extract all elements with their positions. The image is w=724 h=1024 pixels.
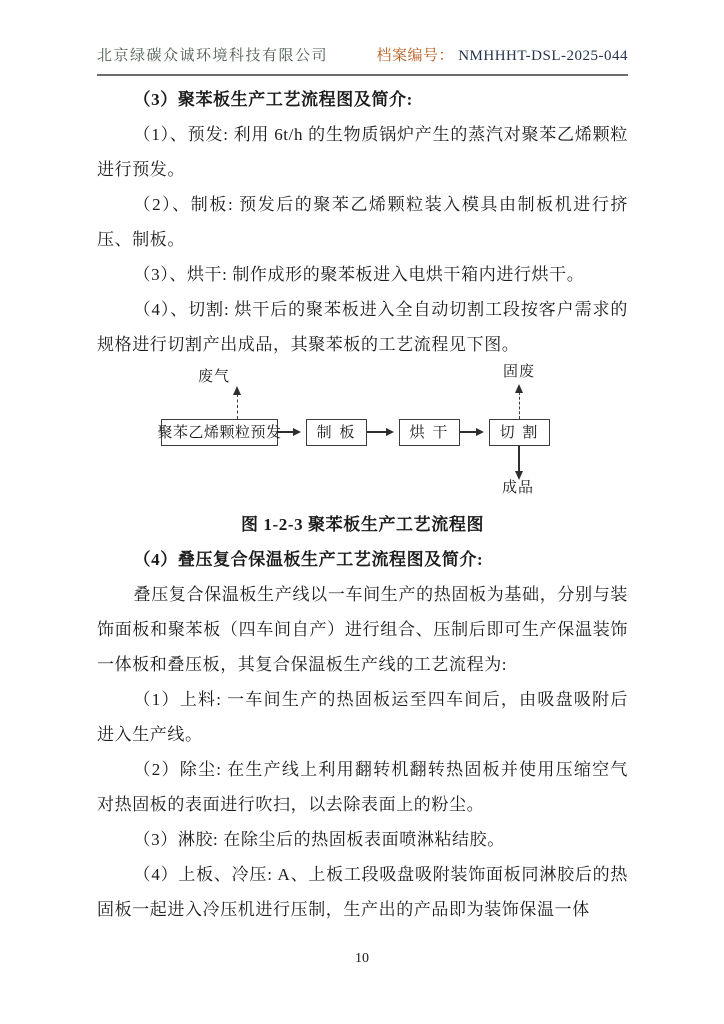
para-cutting: （4）、切割: 烘干后的聚苯板进入全自动切割工段按客户需求的规格进行切割产出成品，其聚苯板的工艺流程见下图。	[97, 300, 628, 354]
heading-section-3: （3）聚苯板生产工艺流程图及简介:	[133, 90, 413, 109]
para-laminated-intro: 叠压复合保温板生产线以一车间生产的热固板为基础，分别与装饰面板和聚苯板（四车间自产）进行组合、压制后即可生产保温装饰一体板和叠压板，其复合保温板生产线的工艺流程为:	[97, 585, 628, 674]
flow-arrow-2	[367, 431, 392, 433]
process-flow-diagram	[97, 365, 628, 507]
flow-box-cut: 切 割	[489, 419, 550, 446]
flow-box-board: 制 板	[306, 419, 367, 446]
waste-gas-dashed-arrow	[237, 394, 238, 419]
product-label: 成品	[502, 480, 535, 496]
page-number: 10	[355, 951, 369, 966]
para-drying: （3）、烘干: 制作成形的聚苯板进入电烘干箱内进行烘干。	[133, 265, 585, 284]
solid-waste-label: 固废	[503, 364, 536, 380]
company-name: 北京绿碳众诚环境科技有限公司	[97, 48, 329, 64]
flow-arrow-1	[278, 431, 299, 433]
heading-section-4: （4）叠压复合保温板生产工艺流程图及简介:	[133, 550, 484, 569]
figure-caption: 图 1-2-3 聚苯板生产工艺流程图	[240, 515, 485, 534]
flow-box-dry: 烘 干	[399, 419, 460, 446]
flow-box-prefoam: 聚苯乙烯颗粒预发	[161, 419, 278, 446]
product-arrow	[518, 446, 520, 472]
para-board-making: （2）、制板: 预发后的聚苯乙烯颗粒装入模具由制板机进行挤压、制板。	[97, 195, 628, 249]
archive-field	[376, 44, 628, 65]
archive-number-label: 档案编号：	[376, 48, 454, 64]
archive-number-value: NMHHHT-DSL-2025-044	[458, 48, 628, 64]
para-dust-removal: （2）除尘: 在生产线上利用翻转机翻转热固板并使用压缩空气对热固板的表面进行吹扫，以去除表面上的粉尘。	[97, 760, 628, 814]
solid-waste-dashed-arrow	[519, 392, 520, 419]
para-glue-spray: （3）淋胶: 在除尘后的热固板表面喷淋粘结胶。	[133, 830, 505, 849]
page-header	[97, 44, 628, 76]
flow-arrow-3	[460, 431, 482, 433]
waste-gas-label: 废气	[198, 369, 231, 385]
document-body	[97, 82, 628, 927]
para-feeding: （1）上料: 一车间生产的热固板运至四车间后，由吸盘吸附后进入生产线。	[97, 690, 628, 744]
para-cold-press: （4）上板、冷压: A、上板工段吸盘吸附装饰面板同淋胶后的热固板一起进入冷压机进行压制，生产出的产品即为装饰保温一体	[97, 865, 628, 919]
para-prefoam: （1）、预发: 利用 6t/h 的生物质锅炉产生的蒸汽对聚苯乙烯颗粒进行预发。	[97, 125, 628, 179]
